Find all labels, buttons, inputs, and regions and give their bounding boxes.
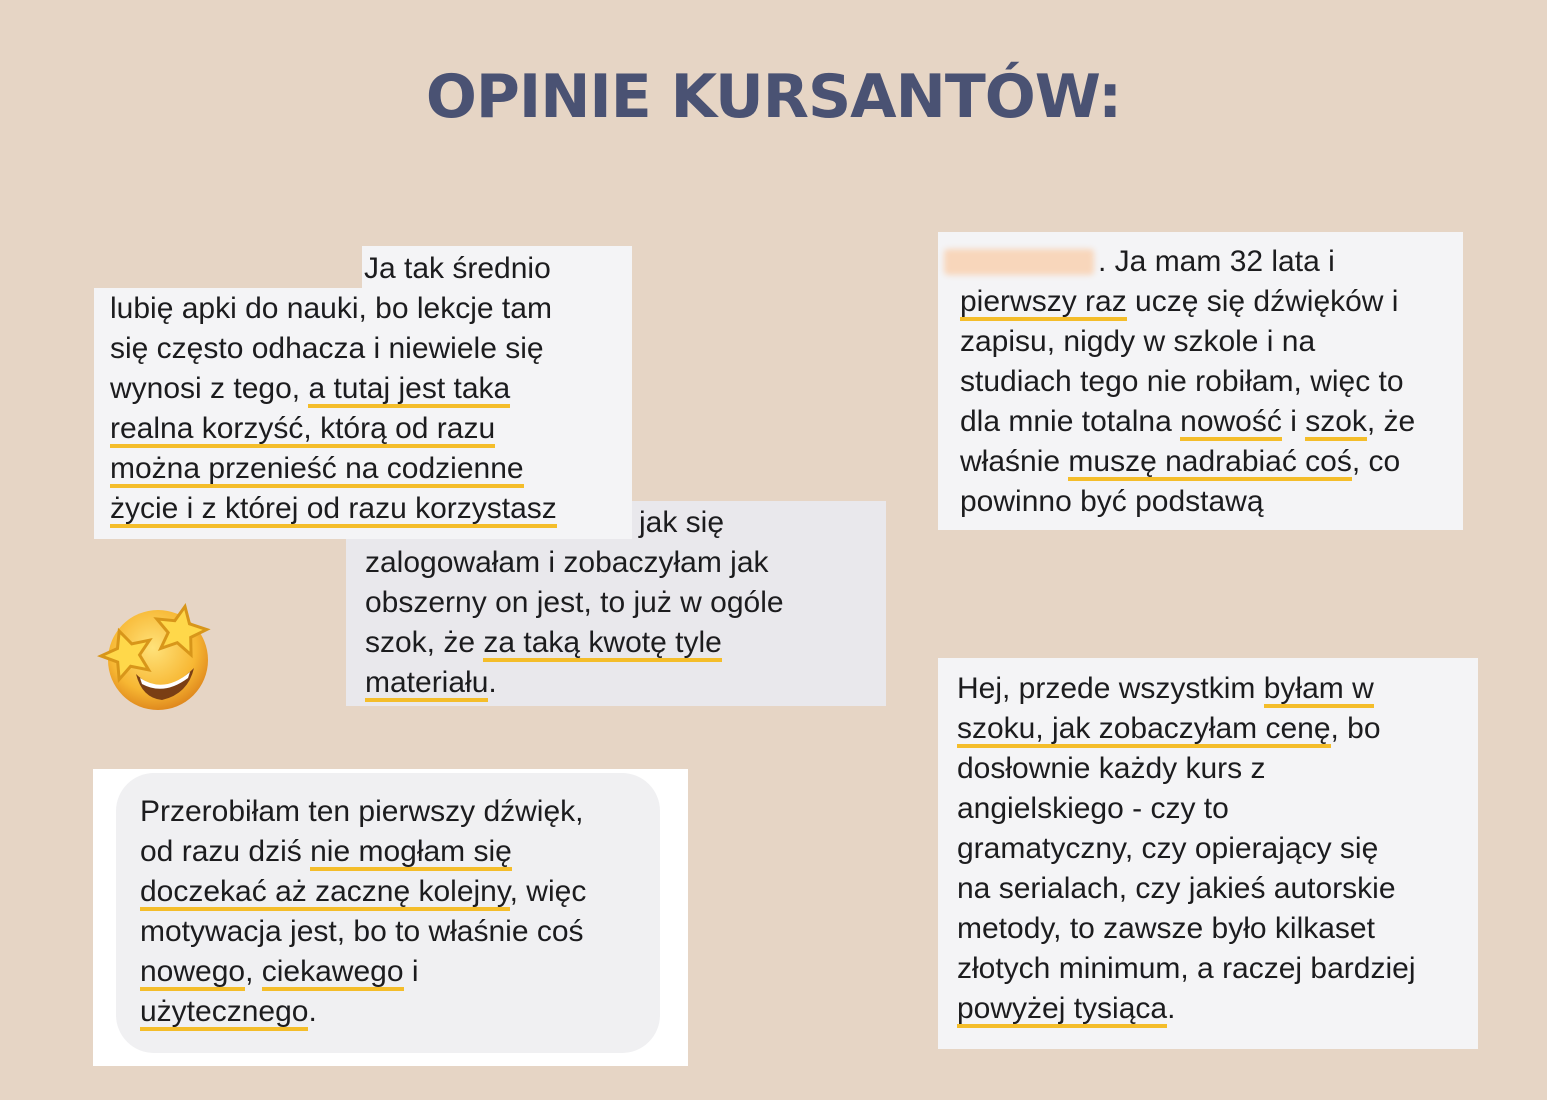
review-text: na serialach, czy jakieś autorskie [957, 872, 1396, 905]
review-text: Przerobiłam ten pierwszy dźwięk, [140, 795, 584, 828]
review-text: motywacja jest, bo to właśnie coś [140, 915, 584, 948]
review-text: . [308, 995, 317, 1028]
review-text: lubię apki do nauki, bo lekcje tam [110, 292, 552, 325]
redacted-name [944, 249, 1094, 275]
review-text: powinno być podstawą [960, 485, 1264, 518]
review-text: Hej, przede wszystkim [957, 672, 1264, 705]
review-text: metody, to zawsze było kilkaset [957, 912, 1375, 945]
review-text: . Ja mam 32 lata i [1098, 245, 1335, 278]
review-text: szok, że [365, 626, 484, 659]
highlighted-text: szok [1305, 405, 1367, 442]
highlighted-text: życie i z której od razu korzystasz [110, 492, 557, 529]
review-text: i [403, 955, 419, 988]
review-text: dla mnie totalna [960, 405, 1181, 438]
review-text: dosłownie każdy kurs z [957, 752, 1266, 785]
review-text: , więc [509, 875, 587, 908]
highlighted-text: a tutaj jest taka [308, 372, 510, 409]
highlighted-text: można przenieść na codzienne [110, 452, 524, 489]
highlighted-text: pierwszy raz [960, 285, 1127, 322]
review-text: Ja tak średnio [364, 252, 551, 285]
review-text: . [1167, 992, 1176, 1025]
review-text: , [245, 955, 262, 988]
review-text: obszerny on jest, to już w ogóle [365, 586, 784, 619]
highlighted-text: doczekać aż zacznę kolejny [140, 875, 510, 912]
review-text: jak się [639, 506, 725, 539]
review-text: , co [1351, 445, 1401, 478]
review-text: od razu dziś [140, 835, 311, 868]
highlighted-text: nie mogłam się [310, 835, 512, 872]
review-text: zalogowałam i zobaczyłam jak [365, 546, 769, 579]
review-text: zapisu, nigdy w szkole i na [960, 325, 1316, 358]
review-text: złotych minimum, a raczej bardziej [957, 952, 1416, 985]
review-text: i [1281, 405, 1306, 438]
highlighted-text: szoku, jak zobaczyłam cenę [957, 712, 1331, 749]
highlighted-text: muszę nadrabiać coś [1068, 445, 1351, 482]
highlighted-text: powyżej tysiąca [957, 992, 1167, 1029]
review-text: się często odhacza i niewiele się [110, 332, 544, 365]
highlighted-text: nowość [1180, 405, 1282, 442]
highlighted-text: byłam w [1264, 672, 1374, 709]
highlighted-text: użytecznego [140, 995, 308, 1032]
highlighted-text: za taką kwotę tyle [483, 626, 721, 663]
highlighted-text: nowego [140, 955, 245, 992]
star-struck-emoji-icon [96, 602, 214, 714]
review-text: gramatyczny, czy opierający się [957, 832, 1379, 865]
review-text: , bo [1330, 712, 1381, 745]
review-text: studiach tego nie robiłam, więc to [960, 365, 1404, 398]
review-text: , że [1366, 405, 1416, 438]
highlighted-text: materiału [365, 666, 488, 703]
review-text: uczę się dźwięków i [1126, 285, 1399, 318]
review-text: właśnie [960, 445, 1069, 478]
page-title: OPINIE KURSANTÓW: [425, 62, 1122, 132]
highlighted-text: realna korzyść, którą od razu [110, 412, 495, 449]
highlighted-text: ciekawego [262, 955, 404, 992]
review-text: . [488, 666, 497, 699]
review-text: wynosi z tego, [110, 372, 301, 405]
review-text: angielskiego - czy to [957, 792, 1229, 825]
